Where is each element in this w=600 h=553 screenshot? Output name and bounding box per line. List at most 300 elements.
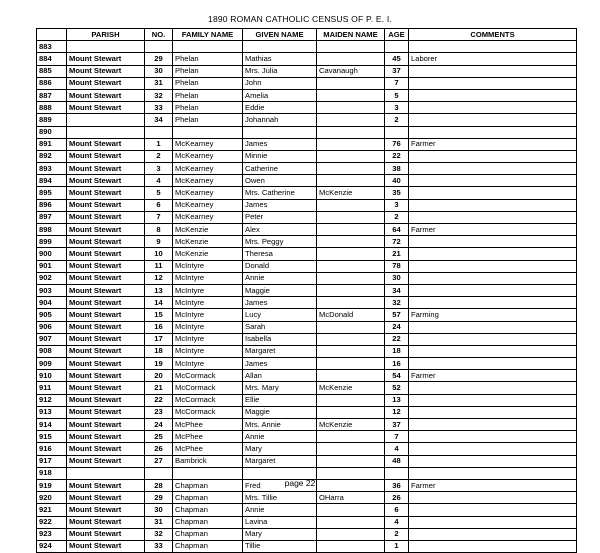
cell-row-id: 896 xyxy=(37,199,67,211)
cell-age: 52 xyxy=(385,382,409,394)
cell-age: 24 xyxy=(385,321,409,333)
cell-row-id: 908 xyxy=(37,345,67,357)
cell-family-name xyxy=(173,126,243,138)
cell-maiden-name xyxy=(317,345,385,357)
census-table xyxy=(36,28,577,553)
cell-family-name: McKenzie xyxy=(173,248,243,260)
cell-row-id: 884 xyxy=(37,53,67,65)
cell-age: 4 xyxy=(385,443,409,455)
cell-parish: Mount Stewart xyxy=(67,211,145,223)
cell-family-name: McPhee xyxy=(173,443,243,455)
cell-row-id: 895 xyxy=(37,187,67,199)
cell-no: 29 xyxy=(145,492,173,504)
cell-comments xyxy=(409,89,577,101)
cell-parish: Mount Stewart xyxy=(67,406,145,418)
cell-comments xyxy=(409,163,577,175)
cell-given-name: Fred xyxy=(243,479,317,491)
cell-no: 31 xyxy=(145,516,173,528)
page-number: page 22 xyxy=(284,478,316,488)
cell-given-name: Margaret xyxy=(243,345,317,357)
cell-family-name: McIntyre xyxy=(173,284,243,296)
cell-row-id: 909 xyxy=(37,358,67,370)
cell-family-name: Chapman xyxy=(173,479,243,491)
cell-no: 27 xyxy=(145,455,173,467)
cell-maiden-name xyxy=(317,394,385,406)
cell-comments xyxy=(409,77,577,89)
table-row xyxy=(37,65,577,77)
cell-given-name: Mary xyxy=(243,528,317,540)
cell-family-name: Phelan xyxy=(173,89,243,101)
cell-parish: Mount Stewart xyxy=(67,138,145,150)
cell-comments xyxy=(409,284,577,296)
cell-maiden-name xyxy=(317,333,385,345)
cell-row-id: 899 xyxy=(37,236,67,248)
cell-comments xyxy=(409,345,577,357)
header-family-name: FAMILY NAME xyxy=(173,29,243,41)
cell-comments xyxy=(409,260,577,272)
cell-no: 22 xyxy=(145,394,173,406)
cell-family-name: McIntyre xyxy=(173,309,243,321)
cell-row-id: 897 xyxy=(37,211,67,223)
cell-age: 38 xyxy=(385,163,409,175)
cell-no: 26 xyxy=(145,443,173,455)
cell-parish: Mount Stewart xyxy=(67,224,145,236)
cell-row-id: 887 xyxy=(37,89,67,101)
cell-maiden-name xyxy=(317,516,385,528)
cell-comments: Farming xyxy=(409,309,577,321)
cell-age: 5 xyxy=(385,89,409,101)
cell-family-name: McCormack xyxy=(173,394,243,406)
cell-given-name: Owen xyxy=(243,175,317,187)
cell-comments xyxy=(409,175,577,187)
cell-comments xyxy=(409,516,577,528)
cell-maiden-name xyxy=(317,236,385,248)
cell-row-id: 886 xyxy=(37,77,67,89)
table-row xyxy=(37,284,577,296)
cell-row-id: 910 xyxy=(37,370,67,382)
table-row xyxy=(37,224,577,236)
cell-maiden-name xyxy=(317,321,385,333)
cell-comments xyxy=(409,504,577,516)
cell-comments xyxy=(409,297,577,309)
cell-family-name: Phelan xyxy=(173,102,243,114)
cell-family-name: McIntyre xyxy=(173,321,243,333)
cell-family-name: McKearney xyxy=(173,163,243,175)
cell-parish: Mount Stewart xyxy=(67,504,145,516)
cell-comments xyxy=(409,394,577,406)
cell-age: 18 xyxy=(385,345,409,357)
cell-maiden-name xyxy=(317,163,385,175)
header-row xyxy=(37,29,577,41)
cell-row-id: 892 xyxy=(37,150,67,162)
cell-no: 23 xyxy=(145,406,173,418)
cell-no: 1 xyxy=(145,138,173,150)
cell-no: 33 xyxy=(145,102,173,114)
table-row xyxy=(37,41,577,53)
cell-parish: Mount Stewart xyxy=(67,382,145,394)
cell-row-id: 918 xyxy=(37,467,67,479)
table-row xyxy=(37,126,577,138)
cell-age: 48 xyxy=(385,455,409,467)
header-parish: PARISH xyxy=(67,29,145,41)
cell-age: 32 xyxy=(385,297,409,309)
cell-age: 57 xyxy=(385,309,409,321)
cell-family-name: McKearney xyxy=(173,211,243,223)
cell-parish: Mount Stewart xyxy=(67,419,145,431)
cell-no: 15 xyxy=(145,309,173,321)
cell-parish: Mount Stewart xyxy=(67,199,145,211)
table-row xyxy=(37,516,577,528)
cell-comments xyxy=(409,382,577,394)
cell-row-id: 919 xyxy=(37,479,67,491)
cell-given-name: Isabella xyxy=(243,333,317,345)
cell-row-id: 902 xyxy=(37,272,67,284)
cell-no: 6 xyxy=(145,199,173,211)
cell-given-name: Eddie xyxy=(243,102,317,114)
cell-maiden-name xyxy=(317,406,385,418)
cell-age: 3 xyxy=(385,199,409,211)
table-row xyxy=(37,102,577,114)
cell-parish: Mount Stewart xyxy=(67,358,145,370)
cell-no: 9 xyxy=(145,236,173,248)
table-row xyxy=(37,321,577,333)
cell-no: 10 xyxy=(145,248,173,260)
cell-age: 2 xyxy=(385,114,409,126)
cell-parish: Mount Stewart xyxy=(67,65,145,77)
cell-family-name: Phelan xyxy=(173,114,243,126)
cell-age: 36 xyxy=(385,479,409,491)
header-given-name: GIVEN NAME xyxy=(243,29,317,41)
cell-given-name: Margaret xyxy=(243,455,317,467)
cell-maiden-name xyxy=(317,41,385,53)
cell-given-name: Alex xyxy=(243,224,317,236)
cell-parish: Mount Stewart xyxy=(67,260,145,272)
cell-given-name: Donald xyxy=(243,260,317,272)
table-row xyxy=(37,150,577,162)
cell-family-name: McKearney xyxy=(173,175,243,187)
cell-parish: Mount Stewart xyxy=(67,163,145,175)
cell-parish: Mount Stewart xyxy=(67,53,145,65)
cell-maiden-name xyxy=(317,284,385,296)
cell-no: 11 xyxy=(145,260,173,272)
cell-comments xyxy=(409,150,577,162)
cell-family-name: McIntyre xyxy=(173,272,243,284)
cell-row-id: 907 xyxy=(37,333,67,345)
cell-row-id: 921 xyxy=(37,504,67,516)
cell-family-name xyxy=(173,41,243,53)
cell-given-name: Lucy xyxy=(243,309,317,321)
cell-no: 19 xyxy=(145,358,173,370)
cell-age: 30 xyxy=(385,272,409,284)
cell-family-name: McCormack xyxy=(173,370,243,382)
cell-maiden-name xyxy=(317,53,385,65)
cell-given-name: Annie xyxy=(243,431,317,443)
cell-row-id: 903 xyxy=(37,284,67,296)
cell-row-id: 888 xyxy=(37,102,67,114)
cell-age: 22 xyxy=(385,150,409,162)
cell-comments: Farmer xyxy=(409,224,577,236)
cell-given-name xyxy=(243,126,317,138)
cell-family-name: Chapman xyxy=(173,516,243,528)
cell-maiden-name: OHarra xyxy=(317,492,385,504)
header-no: NO. xyxy=(145,29,173,41)
cell-family-name: McCormack xyxy=(173,382,243,394)
cell-comments xyxy=(409,187,577,199)
cell-parish: Mount Stewart xyxy=(67,248,145,260)
cell-maiden-name xyxy=(317,504,385,516)
cell-age: 7 xyxy=(385,431,409,443)
cell-family-name: McPhee xyxy=(173,419,243,431)
cell-family-name: Phelan xyxy=(173,53,243,65)
census-body xyxy=(37,41,577,553)
cell-age: 2 xyxy=(385,528,409,540)
cell-maiden-name: McDonald xyxy=(317,309,385,321)
table-row xyxy=(37,394,577,406)
cell-age: 13 xyxy=(385,394,409,406)
cell-age: 1 xyxy=(385,540,409,552)
cell-family-name: McIntyre xyxy=(173,358,243,370)
cell-parish: Mount Stewart xyxy=(67,443,145,455)
cell-parish: Mount Stewart xyxy=(67,187,145,199)
table-row xyxy=(37,89,577,101)
cell-comments xyxy=(409,540,577,552)
table-row xyxy=(37,248,577,260)
table-row xyxy=(37,419,577,431)
table-row xyxy=(37,345,577,357)
cell-age xyxy=(385,41,409,53)
cell-age: 34 xyxy=(385,284,409,296)
cell-row-id: 900 xyxy=(37,248,67,260)
table-row xyxy=(37,260,577,272)
cell-maiden-name xyxy=(317,77,385,89)
cell-comments xyxy=(409,333,577,345)
table-row xyxy=(37,455,577,467)
cell-age: 37 xyxy=(385,65,409,77)
cell-given-name: Sarah xyxy=(243,321,317,333)
table-row xyxy=(37,53,577,65)
cell-given-name xyxy=(243,41,317,53)
cell-row-id: 894 xyxy=(37,175,67,187)
cell-no: 8 xyxy=(145,224,173,236)
cell-age: 26 xyxy=(385,492,409,504)
cell-no: 20 xyxy=(145,370,173,382)
cell-given-name: Amelia xyxy=(243,89,317,101)
cell-comments xyxy=(409,272,577,284)
cell-age: 72 xyxy=(385,236,409,248)
cell-parish: Mount Stewart xyxy=(67,370,145,382)
cell-maiden-name xyxy=(317,260,385,272)
cell-family-name: McIntyre xyxy=(173,260,243,272)
cell-comments xyxy=(409,358,577,370)
table-row xyxy=(37,370,577,382)
cell-parish: Mount Stewart xyxy=(67,236,145,248)
cell-row-id: 916 xyxy=(37,443,67,455)
cell-maiden-name xyxy=(317,272,385,284)
cell-given-name: James xyxy=(243,138,317,150)
cell-given-name: Johannah xyxy=(243,114,317,126)
cell-row-id: 904 xyxy=(37,297,67,309)
cell-family-name: Phelan xyxy=(173,77,243,89)
cell-given-name: Mrs. Peggy xyxy=(243,236,317,248)
cell-comments: Laborer xyxy=(409,53,577,65)
cell-age: 37 xyxy=(385,419,409,431)
cell-family-name: McKenzie xyxy=(173,236,243,248)
cell-family-name: McIntyre xyxy=(173,297,243,309)
cell-no: 21 xyxy=(145,382,173,394)
cell-parish xyxy=(67,41,145,53)
cell-row-id: 924 xyxy=(37,540,67,552)
table-row xyxy=(37,297,577,309)
cell-row-id: 917 xyxy=(37,455,67,467)
cell-maiden-name xyxy=(317,211,385,223)
cell-comments xyxy=(409,248,577,260)
cell-given-name: Catherine xyxy=(243,163,317,175)
cell-parish: Mount Stewart xyxy=(67,89,145,101)
cell-maiden-name: McKenzie xyxy=(317,187,385,199)
table-row xyxy=(37,528,577,540)
cell-maiden-name xyxy=(317,443,385,455)
table-row xyxy=(37,358,577,370)
cell-row-id: 920 xyxy=(37,492,67,504)
cell-given-name: Theresa xyxy=(243,248,317,260)
cell-maiden-name xyxy=(317,126,385,138)
table-row xyxy=(37,114,577,126)
cell-row-id: 911 xyxy=(37,382,67,394)
cell-given-name: Annie xyxy=(243,272,317,284)
cell-comments: Farmer xyxy=(409,479,577,491)
cell-given-name: Lavina xyxy=(243,516,317,528)
cell-maiden-name xyxy=(317,248,385,260)
cell-no: 12 xyxy=(145,272,173,284)
cell-row-id: 889 xyxy=(37,114,67,126)
table-row xyxy=(37,309,577,321)
cell-parish: Mount Stewart xyxy=(67,479,145,491)
cell-family-name: McKearney xyxy=(173,199,243,211)
cell-row-id: 914 xyxy=(37,419,67,431)
cell-no: 32 xyxy=(145,89,173,101)
cell-no: 30 xyxy=(145,504,173,516)
cell-parish: Mount Stewart xyxy=(67,284,145,296)
cell-parish xyxy=(67,114,145,126)
cell-age xyxy=(385,126,409,138)
cell-no: 4 xyxy=(145,175,173,187)
table-row xyxy=(37,272,577,284)
cell-row-id: 885 xyxy=(37,65,67,77)
cell-maiden-name: Cavanaugh xyxy=(317,65,385,77)
cell-given-name: James xyxy=(243,297,317,309)
cell-given-name: John xyxy=(243,77,317,89)
cell-family-name: McIntyre xyxy=(173,333,243,345)
cell-parish: Mount Stewart xyxy=(67,77,145,89)
cell-no: 17 xyxy=(145,333,173,345)
cell-row-id: 915 xyxy=(37,431,67,443)
cell-row-id: 901 xyxy=(37,260,67,272)
cell-parish: Mount Stewart xyxy=(67,175,145,187)
cell-comments xyxy=(409,199,577,211)
table-row xyxy=(37,443,577,455)
table-row xyxy=(37,187,577,199)
table-row xyxy=(37,504,577,516)
cell-no: 25 xyxy=(145,431,173,443)
cell-maiden-name xyxy=(317,150,385,162)
cell-age: 2 xyxy=(385,211,409,223)
cell-age: 64 xyxy=(385,224,409,236)
cell-comments xyxy=(409,126,577,138)
cell-maiden-name xyxy=(317,358,385,370)
cell-family-name: Chapman xyxy=(173,528,243,540)
cell-parish: Mount Stewart xyxy=(67,394,145,406)
cell-comments: Farmer xyxy=(409,370,577,382)
cell-comments: Farmer xyxy=(409,138,577,150)
cell-no: 14 xyxy=(145,297,173,309)
table-row xyxy=(37,382,577,394)
cell-row-id: 913 xyxy=(37,406,67,418)
table-row xyxy=(37,431,577,443)
cell-row-id: 890 xyxy=(37,126,67,138)
cell-family-name: Phelan xyxy=(173,65,243,77)
cell-comments xyxy=(409,321,577,333)
cell-parish: Mount Stewart xyxy=(67,492,145,504)
cell-given-name: Peter xyxy=(243,211,317,223)
cell-maiden-name xyxy=(317,370,385,382)
cell-comments xyxy=(409,65,577,77)
cell-comments xyxy=(409,443,577,455)
cell-comments xyxy=(409,528,577,540)
cell-age: 4 xyxy=(385,516,409,528)
table-row xyxy=(37,236,577,248)
cell-comments xyxy=(409,431,577,443)
cell-parish: Mount Stewart xyxy=(67,150,145,162)
cell-family-name: McIntyre xyxy=(173,345,243,357)
table-row xyxy=(37,406,577,418)
cell-age: 12 xyxy=(385,406,409,418)
header-comments: COMMENTS xyxy=(409,29,577,41)
cell-given-name: James xyxy=(243,199,317,211)
cell-family-name: Chapman xyxy=(173,492,243,504)
cell-age: 40 xyxy=(385,175,409,187)
cell-parish: Mount Stewart xyxy=(67,333,145,345)
cell-given-name: Mrs. Annie xyxy=(243,419,317,431)
cell-row-id: 893 xyxy=(37,163,67,175)
header-row-id xyxy=(37,29,67,41)
cell-parish: Mount Stewart xyxy=(67,528,145,540)
table-row xyxy=(37,138,577,150)
header-maiden-name: MAIDEN NAME xyxy=(317,29,385,41)
cell-row-id: 891 xyxy=(37,138,67,150)
cell-given-name: Mrs. Julia xyxy=(243,65,317,77)
cell-family-name: Bambrick xyxy=(173,455,243,467)
cell-age: 22 xyxy=(385,333,409,345)
cell-comments xyxy=(409,455,577,467)
table-row xyxy=(37,492,577,504)
table-row xyxy=(37,333,577,345)
cell-age: 45 xyxy=(385,53,409,65)
header-age: AGE xyxy=(385,29,409,41)
cell-maiden-name: McKenzie xyxy=(317,419,385,431)
cell-age: 35 xyxy=(385,187,409,199)
cell-no: 31 xyxy=(145,77,173,89)
cell-maiden-name xyxy=(317,102,385,114)
table-row xyxy=(37,163,577,175)
cell-no: 24 xyxy=(145,419,173,431)
cell-age: 3 xyxy=(385,102,409,114)
cell-family-name: Chapman xyxy=(173,540,243,552)
cell-given-name: Mathias xyxy=(243,53,317,65)
cell-family-name: Chapman xyxy=(173,504,243,516)
cell-comments xyxy=(409,236,577,248)
cell-maiden-name xyxy=(317,175,385,187)
table-row xyxy=(37,199,577,211)
